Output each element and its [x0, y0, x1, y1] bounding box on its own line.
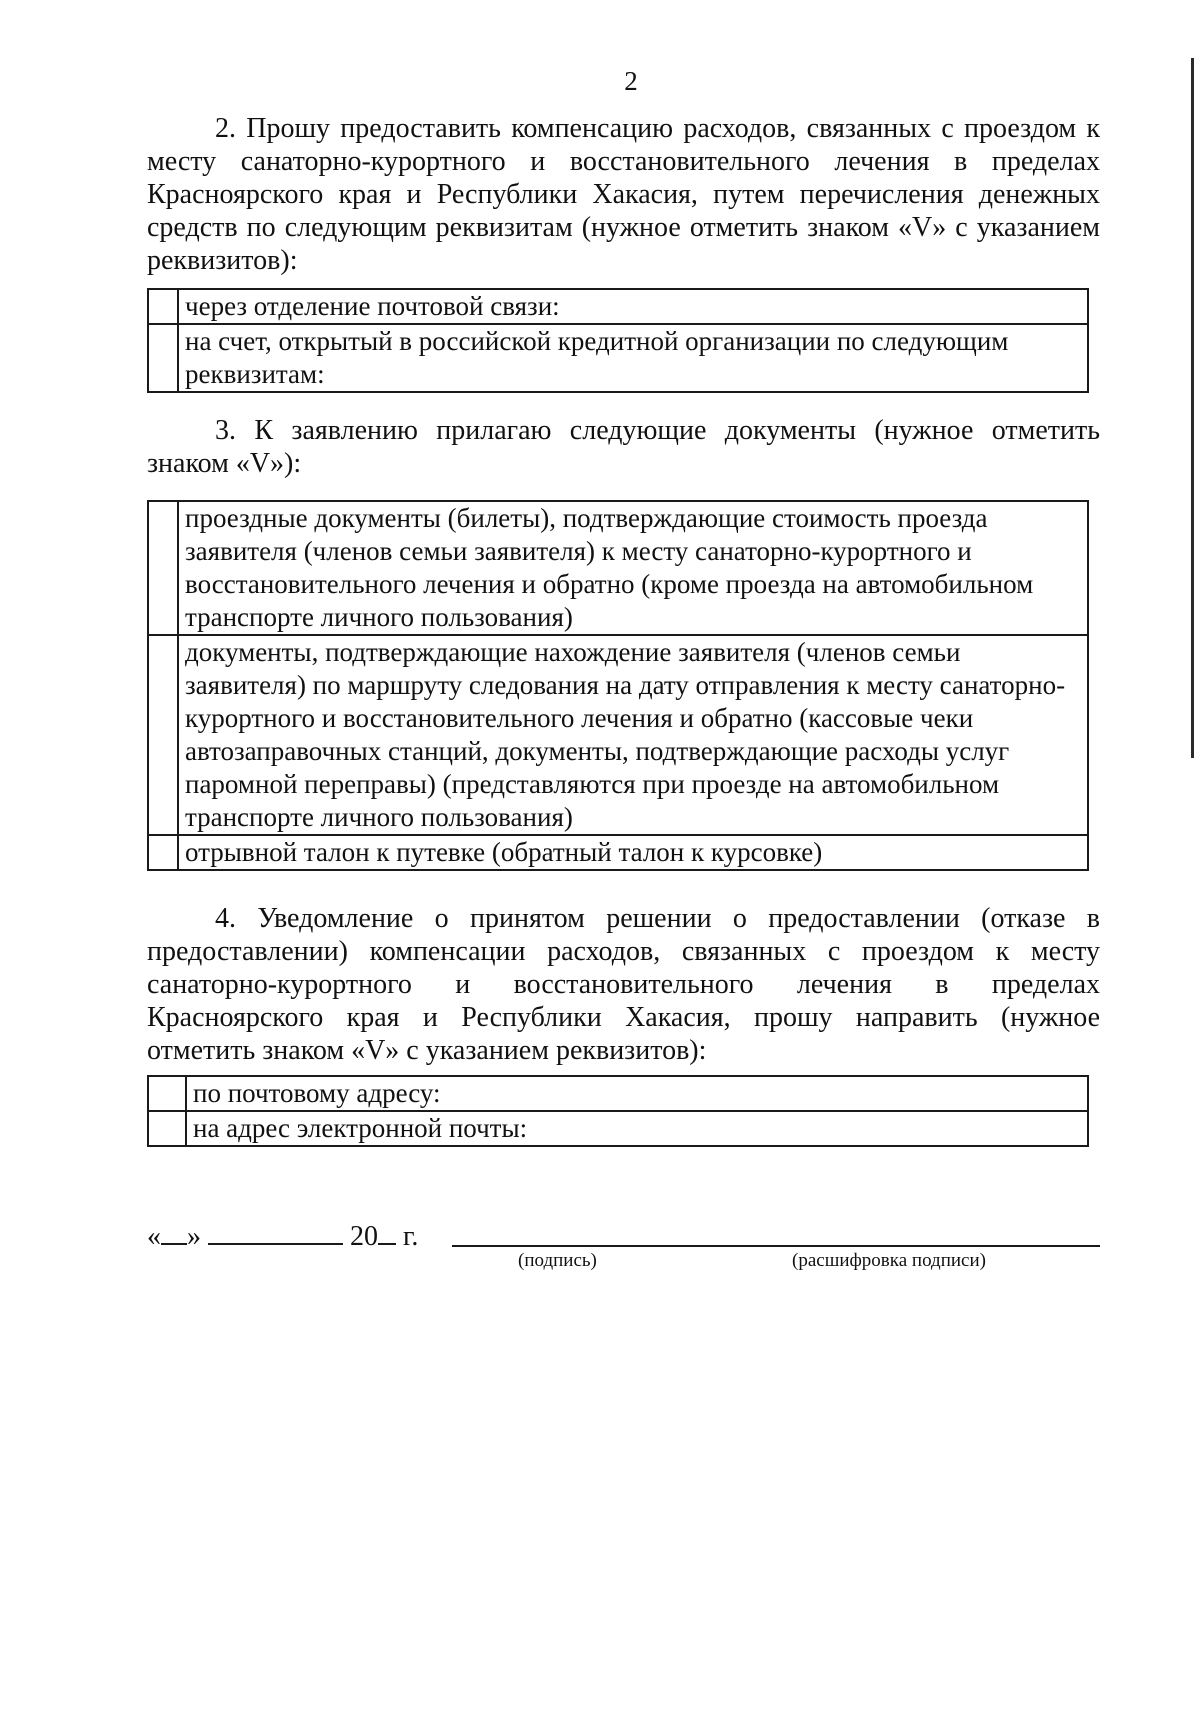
signature-decode-caption: (расшифровка подписи) [792, 1250, 986, 1271]
section-2-body: Прошу предоставить компенсацию расходов, связанных с проездом к месту санаторно-курортного и восстановительного лечения в пределах Красноярского края и Республики Хакасия, путем перечисления денежных средств по следующим реквизитам (нужное отметить знаком «V» с указанием реквизитов): [147, 113, 1100, 276]
checkbox-postal-address[interactable] [148, 1076, 186, 1111]
table-row [148, 1076, 1088, 1111]
option-bank-account-label: на счет, открытый в российской кредитной организации по следующим реквизитам: [178, 324, 1088, 392]
table-row [148, 635, 1088, 835]
section-4-number: 4. [215, 903, 236, 934]
open-quote: « [147, 1221, 161, 1252]
signature-line[interactable] [452, 1245, 1100, 1247]
section-3-body: К заявлению прилагаю следующие документы (нужное отметить знаком «V»): [147, 415, 1100, 479]
section-3-text [147, 414, 1100, 480]
notification-method-table [147, 1075, 1089, 1147]
option-route-documents-label: документы, подтверждающие нахождение заявителя (членов семьи заявителя) по маршруту следования на дату отправления к месту санаторно-курортного и восстановительного лечения и обратно (кассовые чеки автозаправочных станций, документы, подтверждающие расходы услуг паромной переправы) (представляются при проезде на автомобильном транспорте личного пользования) [178, 635, 1088, 835]
option-postal-label: через отделение почтовой связи: [178, 289, 1088, 324]
year-field[interactable] [378, 1217, 396, 1245]
close-quote: » [187, 1221, 201, 1252]
section-2-text [147, 112, 1100, 277]
section-4-body: Уведомление о принятом решении о предоставлении (отказе в предоставлении) компенсации расходов, связанных с проездом к месту санаторно-курортного и восстановительного лечения в пределах Красноярского края и Республики Хакасия, прошу направить (нужное отметить знаком «V» с указанием реквизитов): [147, 903, 1100, 1066]
attached-documents-table [147, 500, 1089, 871]
checkbox-route-documents[interactable] [148, 635, 178, 835]
option-tickets-label: проездные документы (билеты), подтверждающие стоимость проезда заявителя (членов семьи заявителя) к месту санаторно-курортного и восстановительного лечения и обратно (кроме проезда на автомобильном транспорте личного пользования) [178, 501, 1088, 635]
day-field[interactable] [161, 1217, 187, 1245]
checkbox-postal[interactable] [148, 289, 178, 324]
page-number: 2 [624, 66, 638, 96]
checkbox-email[interactable] [148, 1111, 186, 1146]
table-row [148, 501, 1088, 635]
section-4-text [147, 902, 1100, 1067]
signature-caption: (подпись) [518, 1250, 597, 1271]
table-row [148, 289, 1088, 324]
option-email-label: на адрес электронной почты: [186, 1111, 1088, 1146]
scan-edge-line [1191, 58, 1194, 758]
table-row [148, 324, 1088, 392]
checkbox-tickets[interactable] [148, 501, 178, 635]
table-row [148, 1111, 1088, 1146]
table-row [148, 835, 1088, 870]
date-line [147, 1217, 418, 1253]
section-2-number: 2. [215, 113, 236, 144]
section-3-number: 3. [215, 415, 236, 446]
month-field[interactable] [208, 1217, 343, 1245]
year-suffix: г. [403, 1221, 419, 1252]
checkbox-bank-account[interactable] [148, 324, 178, 392]
option-postal-address-label: по почтовому адресу: [186, 1076, 1088, 1111]
year-prefix: 20 [350, 1221, 378, 1252]
payment-method-table [147, 288, 1089, 393]
checkbox-voucher-stub[interactable] [148, 835, 178, 870]
option-voucher-stub-label: отрывной талон к путевке (обратный талон к курсовке) [178, 835, 1088, 870]
